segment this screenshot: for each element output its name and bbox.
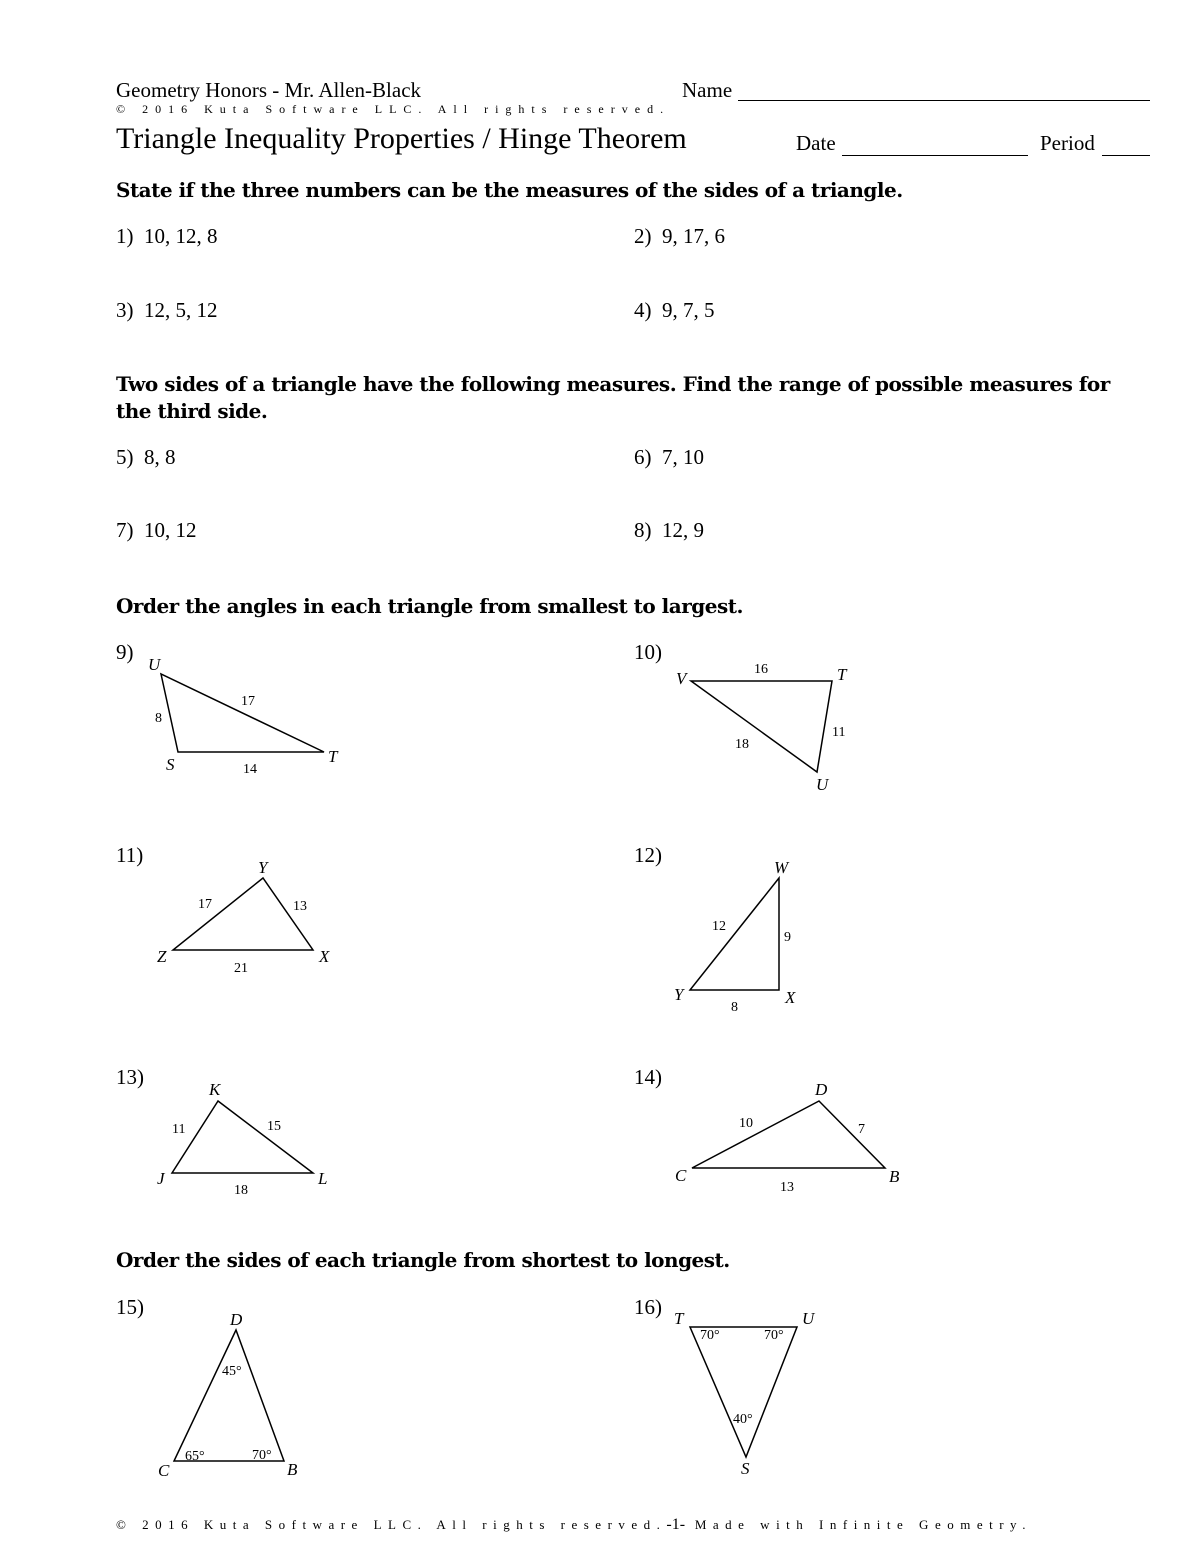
problem-number: 4) — [634, 298, 652, 322]
triangle-11 — [173, 878, 313, 950]
problem-14-number: 14) — [634, 1065, 662, 1089]
vertex-label: Z — [157, 947, 167, 966]
vertex-label: J — [157, 1169, 165, 1188]
vertex-label: C — [158, 1461, 170, 1480]
vertex-label: K — [209, 1080, 221, 1099]
period-label: Period — [1040, 131, 1095, 155]
problem-number: 3) — [116, 298, 134, 322]
problem-text: 12, 5, 12 — [144, 298, 218, 322]
triangle-10 — [691, 681, 832, 772]
problem-16-number: 16) — [634, 1295, 662, 1319]
problem-text: 10, 12, 8 — [144, 224, 218, 248]
section-1-instruction: State if the three numbers can be the measures of the sides of a triangle. — [116, 178, 903, 202]
side-label: 13 — [780, 1180, 794, 1195]
problem-number: 1) — [116, 224, 134, 248]
angle-label: 70° — [252, 1448, 272, 1463]
problem-number: 8) — [634, 518, 652, 542]
side-label: 10 — [739, 1116, 753, 1131]
problem-text: 8, 8 — [144, 445, 176, 469]
triangle-9 — [161, 674, 324, 752]
footer — [116, 1516, 1032, 1534]
vertex-label: B — [889, 1167, 900, 1186]
side-label: 8 — [731, 1000, 738, 1015]
footer-copyright: © 2016 Kuta Software LLC. All rights reserved. — [116, 1517, 667, 1532]
side-label: 16 — [754, 662, 768, 677]
problem-15-number: 15) — [116, 1295, 144, 1319]
vertex-label: C — [675, 1166, 687, 1185]
side-label: 7 — [858, 1122, 865, 1137]
triangle-14 — [692, 1101, 885, 1168]
angle-label: 65° — [185, 1449, 205, 1464]
side-label: 14 — [243, 762, 257, 777]
side-label: 18 — [735, 737, 749, 752]
angle-label: 40° — [733, 1412, 753, 1427]
vertex-label: X — [785, 988, 796, 1007]
problem-text: 10, 12 — [144, 518, 197, 542]
problem-number: 2) — [634, 224, 652, 248]
name-label: Name — [682, 78, 733, 102]
section-3-instruction: Order the angles in each triangle from smallest to largest. — [116, 594, 743, 618]
vertex-label: L — [318, 1169, 328, 1188]
page-number: -1- — [666, 1516, 686, 1533]
side-label: 17 — [241, 694, 255, 709]
problem-number: 7) — [116, 518, 134, 542]
side-label: 18 — [234, 1183, 248, 1198]
worksheet-title: Triangle Inequality Properties / Hinge Theorem — [116, 122, 687, 155]
side-label: 11 — [172, 1122, 186, 1137]
problem-9-number: 9) — [116, 640, 134, 664]
vertex-label: T — [674, 1309, 684, 1328]
problem-number: 5) — [116, 445, 134, 469]
vertex-label: T — [837, 665, 847, 684]
vertex-label: U — [802, 1309, 815, 1328]
vertex-label: U — [148, 655, 161, 674]
side-label: 11 — [832, 725, 846, 740]
problem-text: 7, 10 — [662, 445, 704, 469]
problem-13-number: 13) — [116, 1065, 144, 1089]
section-4-instruction: Order the sides of each triangle from shortest to longest. — [116, 1248, 730, 1272]
header-copyright: © 2016 Kuta Software LLC. All rights reserved. — [116, 102, 671, 116]
side-label: 9 — [784, 930, 791, 945]
section-2-instruction-line-2: the third side. — [116, 399, 268, 423]
problem-text: 9, 7, 5 — [662, 298, 715, 322]
problem-11-number: 11) — [116, 843, 144, 867]
vertex-label: S — [741, 1459, 750, 1478]
vertex-label: W — [774, 858, 789, 877]
side-label: 15 — [267, 1119, 281, 1134]
side-label: 12 — [712, 919, 726, 934]
triangle-15 — [174, 1330, 284, 1461]
angle-label: 70° — [700, 1328, 720, 1343]
course-title: Geometry Honors - Mr. Allen-Black — [116, 78, 422, 102]
vertex-label: Y — [674, 985, 684, 1004]
triangle-16 — [690, 1327, 797, 1457]
problem-10-number: 10) — [634, 640, 662, 664]
vertex-label: T — [328, 747, 338, 766]
vertex-label: S — [166, 755, 175, 774]
triangle-12 — [690, 878, 779, 990]
footer-made-with: Made with Infinite Geometry. — [694, 1517, 1032, 1532]
vertex-label: V — [676, 669, 687, 688]
vertex-label: Y — [258, 858, 268, 877]
problem-text: 12, 9 — [662, 518, 704, 542]
angle-label: 45° — [222, 1364, 242, 1379]
side-label: 17 — [198, 897, 212, 912]
problem-text: 9, 17, 6 — [662, 224, 725, 248]
vertex-label: D — [815, 1080, 828, 1099]
problem-12-number: 12) — [634, 843, 662, 867]
angle-label: 70° — [764, 1328, 784, 1343]
vertex-label: D — [230, 1310, 243, 1329]
side-label: 8 — [155, 711, 162, 726]
vertex-label: X — [319, 947, 330, 966]
vertex-label: U — [816, 775, 829, 794]
triangle-13 — [172, 1101, 313, 1173]
section-2-instruction-line-1: Two sides of a triangle have the following measures. Find the range of possible measures for — [116, 372, 1110, 396]
side-label: 13 — [293, 899, 307, 914]
vertex-label: B — [287, 1460, 298, 1479]
problem-number: 6) — [634, 445, 652, 469]
date-label: Date — [796, 131, 836, 155]
side-label: 21 — [234, 961, 248, 976]
